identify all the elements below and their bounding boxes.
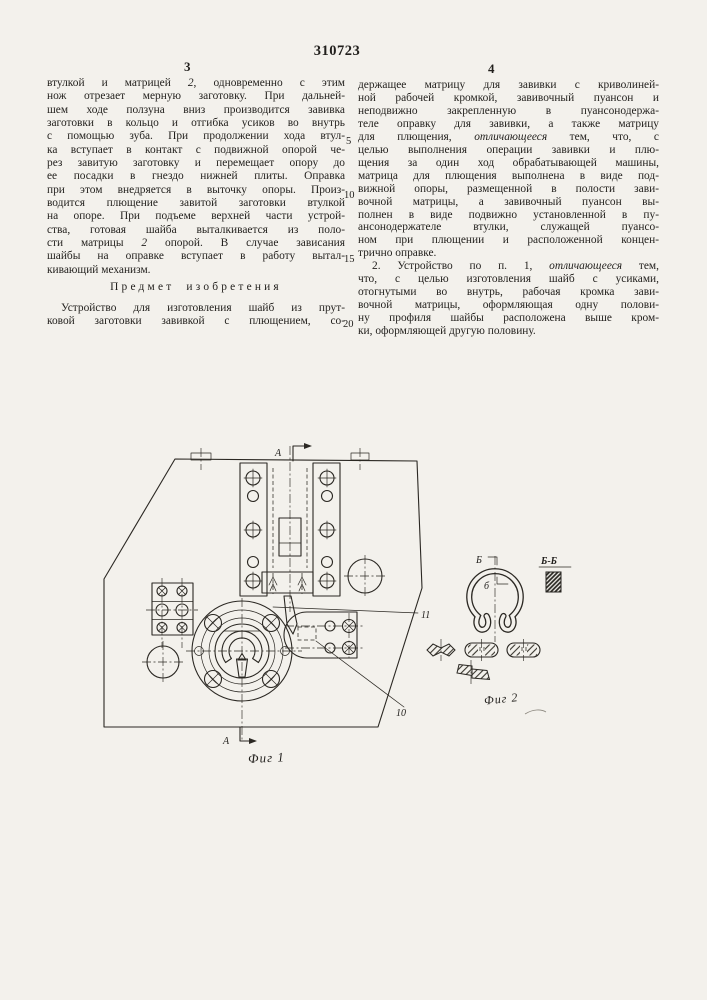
- page-number-left: 3: [184, 59, 191, 74]
- text-line: водится плющение завитой заготовки втулкой: [47, 197, 345, 210]
- margin-line-number: 15: [344, 254, 355, 265]
- text-line: шайбы на оправке вступает в работу вытал-: [47, 250, 345, 263]
- text-line: шем ходе ползуна вниз производится завивка: [47, 103, 345, 116]
- text-line: при этом внедряется в выточку опоры. Произ-: [47, 183, 345, 196]
- text-line: сти матрицы 2 опорой. В случае зависания: [47, 237, 346, 250]
- washer-cross-sections: [427, 639, 540, 684]
- text-line: ства, готовая шайба выталкивается из поло-: [47, 223, 345, 236]
- section-letter-a-top: A: [275, 448, 282, 459]
- text-line: вижной опоры, размещенной в полости зави-: [358, 182, 659, 195]
- text-line: неподвижно закрепленную в пуансонодержа-: [358, 104, 659, 117]
- section-title: Б-Б: [541, 556, 558, 567]
- text-line: ковой заготовки завивкой с плющением, со-: [47, 314, 345, 327]
- text-line: щения за один ход обрабатывающей машины,: [358, 156, 659, 169]
- text-line: полнен в виде подвижно установленной в пу-: [358, 208, 659, 221]
- fig2-caption: Фиг 2: [483, 690, 519, 708]
- patent-number: 310723: [313, 43, 361, 59]
- text-line: трично оправке.: [358, 247, 437, 260]
- section-square: [546, 572, 561, 592]
- fig1-drawing: [104, 443, 430, 766]
- text-line: ну профиля шайбы расположена выше кром-: [358, 312, 659, 325]
- text-line: ном при плющении и расположенной концен-: [358, 234, 659, 247]
- text-line: на опоре. При подъеме верхней части устрой-: [47, 210, 345, 223]
- margin-line-number: 10: [344, 190, 355, 201]
- ref-number-10: 10: [396, 708, 406, 719]
- cut-letter-mid: б: [484, 581, 490, 592]
- ref-number-11: 11: [421, 610, 431, 621]
- text-line: кивающий механизм.: [47, 263, 151, 276]
- text-line: ной рабочей кромкой, завивочный пуансон и: [358, 91, 659, 104]
- section-letter-a-bottom: A: [223, 736, 230, 747]
- text-line: держащее матрицу для завивки с криволиней-: [358, 79, 659, 91]
- text-line: заготовки в кольцо и отгибка усиков во внутрь: [47, 117, 345, 130]
- text-line: целью выполнения операции завивки и плю-: [358, 143, 659, 156]
- text-line: что, с целью изготовления шайб с усиками,: [358, 273, 659, 286]
- fig1-caption: Фиг 1: [247, 749, 286, 767]
- section-heading: Предмет изобретения: [110, 281, 282, 294]
- right-column: [358, 79, 659, 338]
- left-hole-block: [146, 578, 198, 648]
- fig2-drawing: [427, 555, 571, 714]
- text-line: вочной матрицы, а завивочный пуансон вы-: [358, 195, 659, 208]
- margin-line-number: 5: [346, 136, 352, 147]
- text-line: матрица для плющения выполнена в виде под-: [358, 169, 659, 182]
- text-line: втулкой и матрицей 2, одновременно с этим: [47, 77, 345, 89]
- text-line: Устройство для изготовления шайб из прут-: [61, 301, 345, 314]
- text-line: ки, оформляющей другую половину.: [358, 325, 536, 338]
- text-line: ка вступает в контакт с подвижной опорой че-: [47, 143, 345, 156]
- text-line: отогнутыми во внутрь, рабочая кромка зави-: [358, 286, 659, 299]
- bolt-holes-left-bar: [244, 469, 262, 590]
- text-line: теле оправку для завивки, а также матрицу: [358, 117, 659, 130]
- text-line: вочной матрицы, оформляющая одну полови-: [358, 299, 659, 312]
- bolt-holes-right-bar: [318, 469, 336, 590]
- text-line: рез завитую заготовку и перемещает опору до: [47, 157, 345, 170]
- text-line: ее посадки в гнездо нижней плиты. Оправка: [47, 170, 345, 183]
- left-column: [47, 77, 345, 328]
- text-line: с помощью зуба. При продолжении хода втул-: [47, 130, 345, 143]
- text-line: нож отрезает мерную заготовку. При дальней-: [47, 90, 345, 103]
- margin-line-number: 20: [343, 319, 354, 330]
- text-line: 2. Устройство по п. 1, отличающееся тем,: [372, 260, 659, 273]
- flange: [186, 598, 302, 742]
- page-number-right: 4: [488, 61, 495, 76]
- cut-letter-top: Б: [476, 555, 482, 566]
- figures-drawing: [0, 420, 707, 800]
- text-line: для плющения, отличающееся тем, что, с: [358, 130, 659, 143]
- text-line: ансонодержателе втулки, служащей пуансо-: [358, 221, 659, 234]
